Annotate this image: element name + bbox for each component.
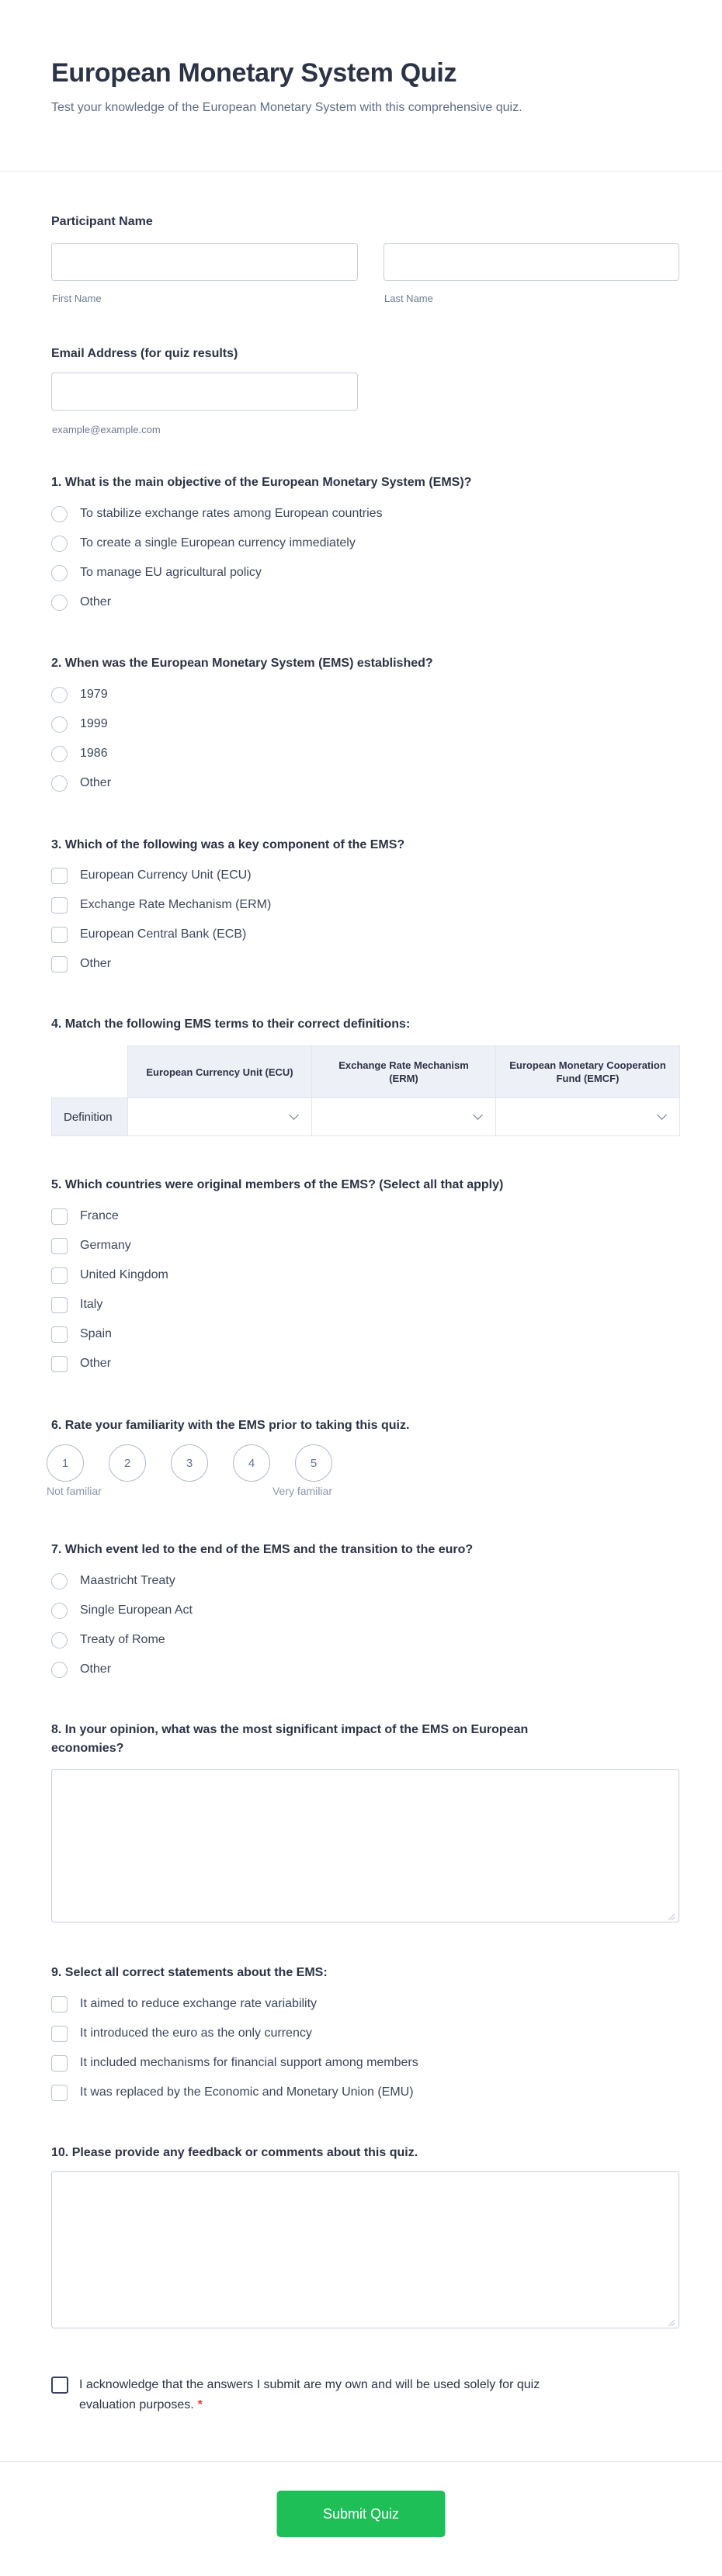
checkbox-icon[interactable] [51, 1267, 68, 1284]
chevron-down-icon [473, 1110, 483, 1120]
matrix-cell-ecu-definition[interactable] [128, 1098, 312, 1136]
matrix-select-emcf[interactable] [496, 1098, 679, 1135]
checkbox-option[interactable]: Germany [51, 1231, 168, 1260]
radio-option[interactable]: Maastricht Treaty [51, 1566, 193, 1596]
question-5-options [51, 1201, 168, 1378]
last-name-sublabel: Last Name [384, 293, 433, 304]
radio-option[interactable]: Other [51, 588, 383, 617]
chevron-down-icon [657, 1110, 667, 1120]
radio-option[interactable]: To create a single European currency immediately [51, 529, 383, 558]
checkbox-icon[interactable] [51, 1238, 68, 1254]
scale-option-5[interactable]: 5 [295, 1444, 332, 1482]
matrix-table [51, 1045, 680, 1136]
radio-icon[interactable] [51, 746, 68, 762]
matrix-column-header-emcf: European Monetary Cooperation Fund (EMCF) [496, 1046, 680, 1098]
participant-name-label: Participant Name [51, 215, 153, 228]
question-4-label: 4. Match the following EMS terms to their correct definitions: [51, 1018, 411, 1031]
question-6-label: 6. Rate your familiarity with the EMS prior to taking this quiz. [51, 1419, 410, 1432]
checkbox-icon[interactable] [51, 1208, 68, 1225]
radio-icon[interactable] [51, 1662, 68, 1678]
checkbox-icon[interactable] [51, 956, 68, 973]
checkbox-icon[interactable] [51, 2026, 68, 2042]
first-name-input[interactable] [51, 243, 358, 281]
matrix-column-header-erm: Exchange Rate Mechanism (ERM) [312, 1046, 496, 1098]
radio-icon[interactable] [51, 565, 68, 581]
email-input[interactable] [51, 373, 358, 411]
chevron-down-icon [289, 1110, 299, 1120]
question-2-options [51, 680, 111, 798]
required-asterisk: * [197, 2398, 203, 2411]
acknowledgment-checkbox[interactable] [51, 2377, 68, 2394]
scale-endpoint-labels [47, 1485, 332, 1497]
first-name-sublabel: First Name [52, 293, 102, 304]
checkbox-icon[interactable] [51, 2055, 68, 2072]
section-divider [0, 171, 722, 172]
radio-icon[interactable] [51, 536, 68, 552]
matrix-cell-erm-definition[interactable] [312, 1098, 496, 1136]
question-2-label: 2. When was the European Monetary System (EMS) established? [51, 657, 433, 670]
last-name-input[interactable] [384, 243, 679, 281]
matrix-row-header-definition: Definition [52, 1098, 128, 1136]
matrix-select-ecu[interactable] [128, 1098, 311, 1135]
footer-divider [0, 2461, 722, 2462]
acknowledgment [51, 2375, 548, 2415]
question-10-textarea[interactable] [51, 2171, 679, 2328]
resize-handle-icon[interactable] [668, 1911, 675, 1919]
matrix-corner-cell [52, 1046, 128, 1098]
question-10-label: 10. Please provide any feedback or comments about this quiz. [51, 2146, 418, 2159]
checkbox-icon[interactable] [51, 1996, 68, 2013]
scale-option-2[interactable]: 2 [109, 1444, 146, 1482]
checkbox-option[interactable]: It aimed to reduce exchange rate variability [51, 1989, 418, 2019]
checkbox-option[interactable]: Other [51, 949, 271, 979]
question-8-label: 8. In your opinion, what was the most significant impact of the EMS on European economies? [51, 1723, 529, 1755]
checkbox-option[interactable]: It included mechanisms for financial support among members [51, 2048, 418, 2078]
radio-icon[interactable] [51, 1632, 68, 1649]
form-subtitle: Test your knowledge of the European Monetary System with this comprehensive quiz. [51, 101, 522, 114]
checkbox-option[interactable]: It introduced the euro as the only currency [51, 2019, 418, 2048]
question-3-label: 3. Which of the following was a key component of the EMS? [51, 838, 405, 851]
radio-option[interactable]: Other [51, 1655, 193, 1684]
radio-option[interactable]: Other [51, 768, 111, 798]
question-3-options [51, 861, 271, 979]
scale-rating [47, 1444, 332, 1482]
checkbox-icon[interactable] [51, 2085, 68, 2101]
radio-option[interactable]: 1986 [51, 739, 111, 768]
email-sublabel: example@example.com [52, 424, 161, 435]
checkbox-icon[interactable] [51, 1326, 68, 1343]
scale-option-1[interactable]: 1 [47, 1444, 84, 1482]
submit-button[interactable]: Submit Quiz [277, 2491, 446, 2537]
question-1-options [51, 499, 383, 617]
radio-icon[interactable] [51, 775, 68, 792]
form-title: European Monetary System Quiz [51, 57, 457, 88]
radio-option[interactable]: To manage EU agricultural policy [51, 558, 383, 588]
checkbox-icon[interactable] [51, 927, 68, 943]
email-label: Email Address (for quiz results) [51, 347, 238, 360]
acknowledgment-text: I acknowledge that the answers I submit are my own and will be used solely for quiz evaluation purposes. [79, 2378, 540, 2411]
radio-option[interactable]: 1999 [51, 709, 111, 739]
checkbox-icon[interactable] [51, 1356, 68, 1372]
scale-min-label: Not familiar [47, 1485, 102, 1497]
checkbox-option[interactable]: United Kingdom [51, 1260, 168, 1290]
radio-option[interactable]: Treaty of Rome [51, 1625, 193, 1655]
checkbox-option[interactable]: France [51, 1201, 168, 1231]
question-8-textarea[interactable] [51, 1769, 679, 1922]
radio-option[interactable]: 1979 [51, 680, 111, 709]
checkbox-icon[interactable] [51, 868, 68, 884]
radio-icon[interactable] [51, 716, 68, 733]
question-9-label: 9. Select all correct statements about the EMS: [51, 1966, 328, 1979]
radio-icon[interactable] [51, 1573, 68, 1590]
question-9-options [51, 1989, 418, 2107]
checkbox-option[interactable]: European Currency Unit (ECU) [51, 861, 271, 890]
radio-option[interactable]: Single European Act [51, 1596, 193, 1625]
matrix-cell-emcf-definition[interactable] [496, 1098, 680, 1136]
radio-icon[interactable] [51, 595, 68, 611]
radio-option[interactable]: To stabilize exchange rates among European countries [51, 499, 383, 529]
checkbox-option[interactable]: Exchange Rate Mechanism (ERM) [51, 890, 271, 920]
scale-option-4[interactable]: 4 [233, 1444, 270, 1482]
radio-icon[interactable] [51, 506, 68, 522]
checkbox-option[interactable]: European Central Bank (ECB) [51, 920, 271, 949]
checkbox-option[interactable]: Italy [51, 1290, 168, 1319]
question-7-options [51, 1566, 193, 1684]
checkbox-option[interactable]: Other [51, 1349, 168, 1378]
matrix-column-header-ecu: European Currency Unit (ECU) [128, 1046, 312, 1098]
checkbox-option[interactable]: Spain [51, 1319, 168, 1349]
question-5-label: 5. Which countries were original members of the EMS? (Select all that apply) [51, 1178, 504, 1191]
radio-icon[interactable] [51, 1603, 68, 1619]
checkbox-option[interactable]: It was replaced by the Economic and Monetary Union (EMU) [51, 2078, 418, 2107]
matrix-select-erm[interactable] [312, 1098, 495, 1135]
radio-icon[interactable] [51, 687, 68, 703]
scale-max-label: Very familiar [272, 1485, 332, 1497]
resize-handle-icon[interactable] [668, 2317, 675, 2325]
scale-option-3[interactable]: 3 [171, 1444, 208, 1482]
question-1-label: 1. What is the main objective of the European Monetary System (EMS)? [51, 476, 472, 489]
question-7-label: 7. Which event led to the end of the EMS and the transition to the euro? [51, 1543, 474, 1556]
checkbox-icon[interactable] [51, 1297, 68, 1313]
checkbox-icon[interactable] [51, 897, 68, 914]
